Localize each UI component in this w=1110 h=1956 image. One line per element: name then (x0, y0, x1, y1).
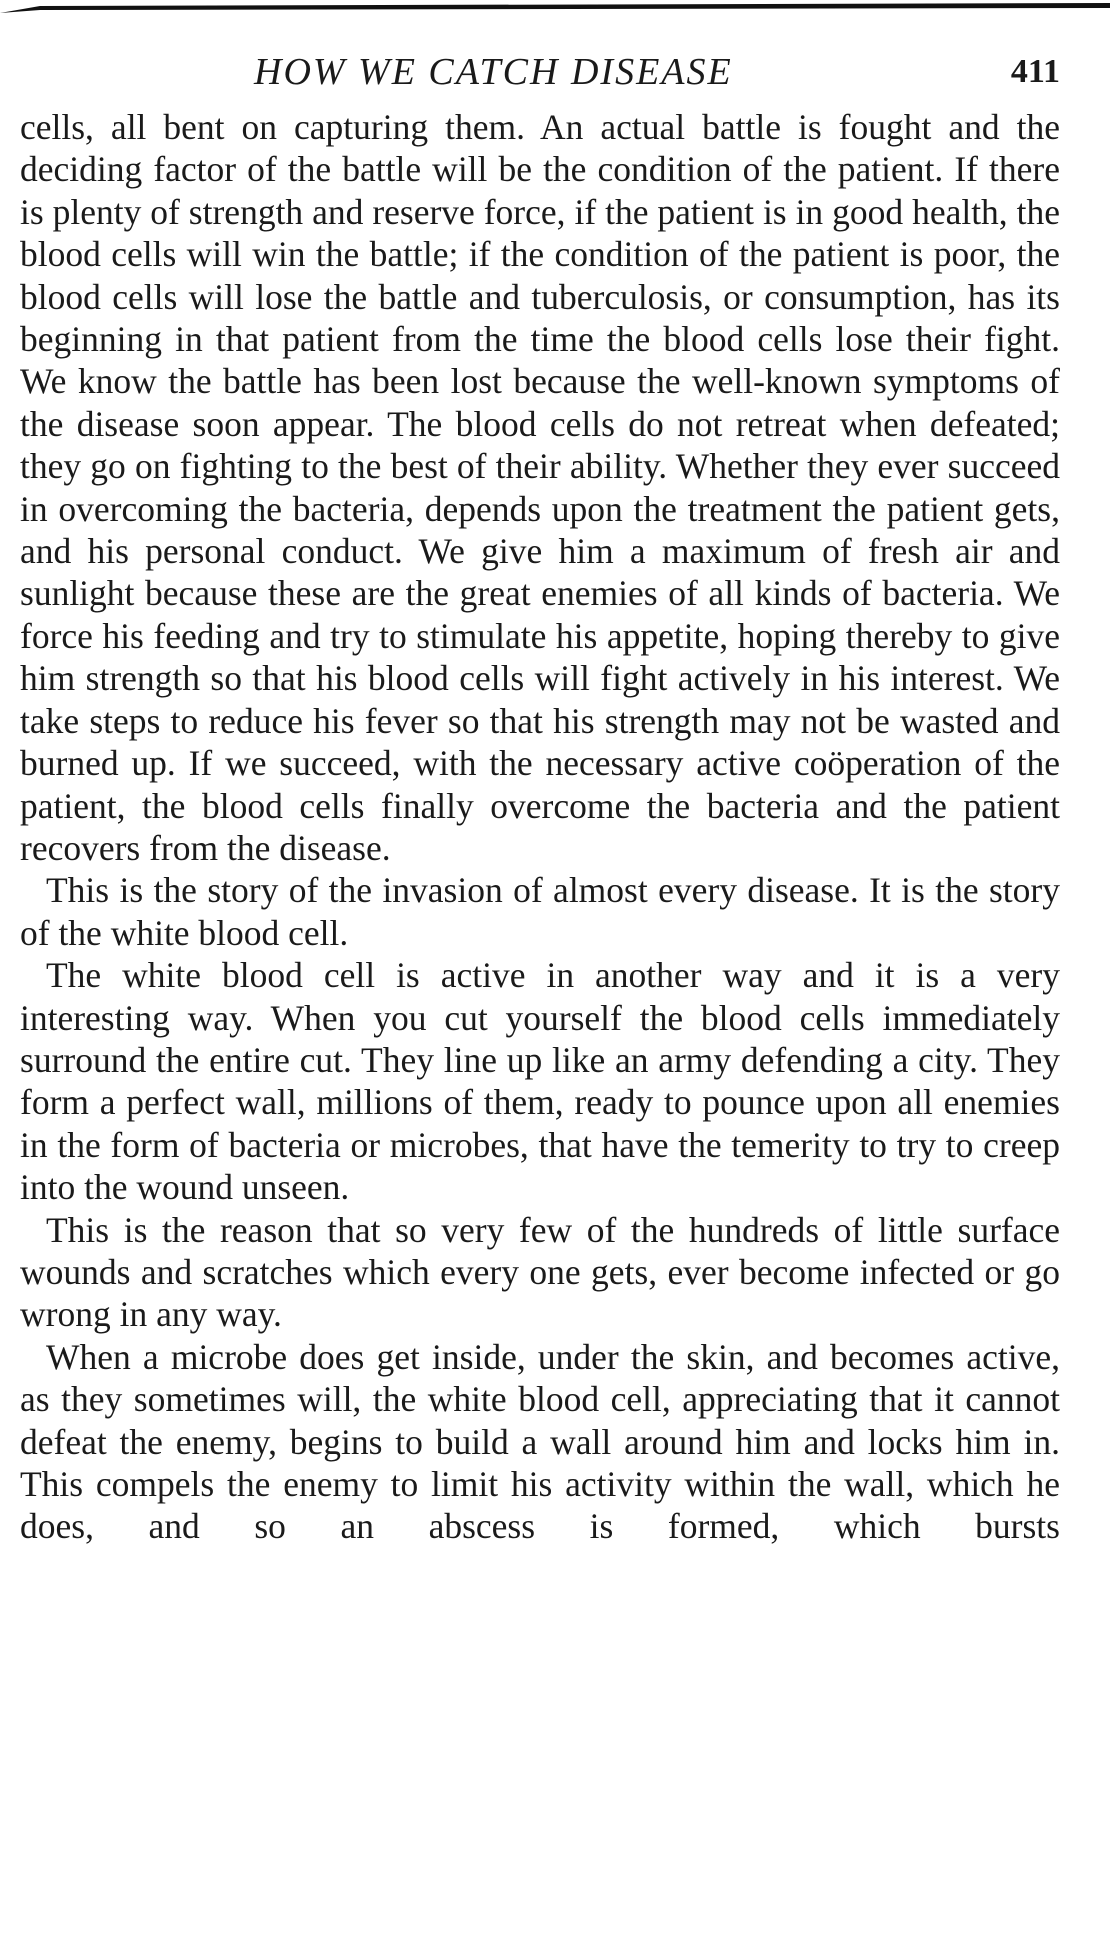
paragraph-2: This is the story of the invasion of almost every disease. It is the story of the white blood cell. (20, 870, 1060, 953)
top-border-rule (0, 0, 1110, 14)
paragraph-4: This is the reason that so very few of the hundreds of little surface wounds and scratches which every one gets, ever become infected or go wrong in any way. (20, 1209, 1060, 1335)
paragraph-3: The white blood cell is active in another way and it is a very interesting way. When you cut yourself the blood cells immediately surround the entire cut. They line up like an army defending a city. They form a perfect wall, millions of them, ready to pounce upon all enemies in the form of bacteria or microbes, that have the temerity to try to creep into the wound unseen. (20, 955, 1060, 1208)
body-text (20, 106, 1060, 1548)
book-page (20, 44, 1060, 1548)
running-title: HOW WE CATCH DISEASE (254, 51, 733, 93)
running-head (20, 44, 1060, 100)
page-number: 411 (1010, 53, 1060, 90)
paragraph-1: cells, all bent on capturing them. An actual battle is fought and the deciding factor of the battle will be the condition of the patient. If there is plenty of strength and reserve force, if the patient is in good health, the blood cells will win the battle; if the condition of the patient is poor, the blood cells will lose the battle and tuberculosis, or consumption, has its beginning in that patient from the time the blood cells lose their fight. We know the battle has been lost because the well-known symptoms of the disease soon appear. The blood cells do not retreat when defeated; they go on fighting to the best of their ability. Whether they ever succeed in overcoming the bacteria, depends upon the treatment the patient gets, and his personal conduct. We give him a maximum of fresh air and sunlight because these are the great enemies of all kinds of bacteria. We force his feeding and try to stimulate his appetite, hoping thereby to give him strength so that his blood cells will fight actively in his interest. We take steps to reduce his fever so that his strength may not be wasted and burned up. If we succeed, with the necessary active coöperation of the patient, the blood cells finally overcome the bacteria and the patient recovers from the disease. (20, 107, 1060, 868)
paragraph-5: When a microbe does get inside, under the skin, and becomes active, as they sometimes will, the white blood cell, appreciating that it cannot defeat the enemy, begins to build a wall around him and locks him in. This compels the enemy to limit his activity within the wall, which he does, and so an abscess is formed, which bursts (20, 1336, 1060, 1547)
